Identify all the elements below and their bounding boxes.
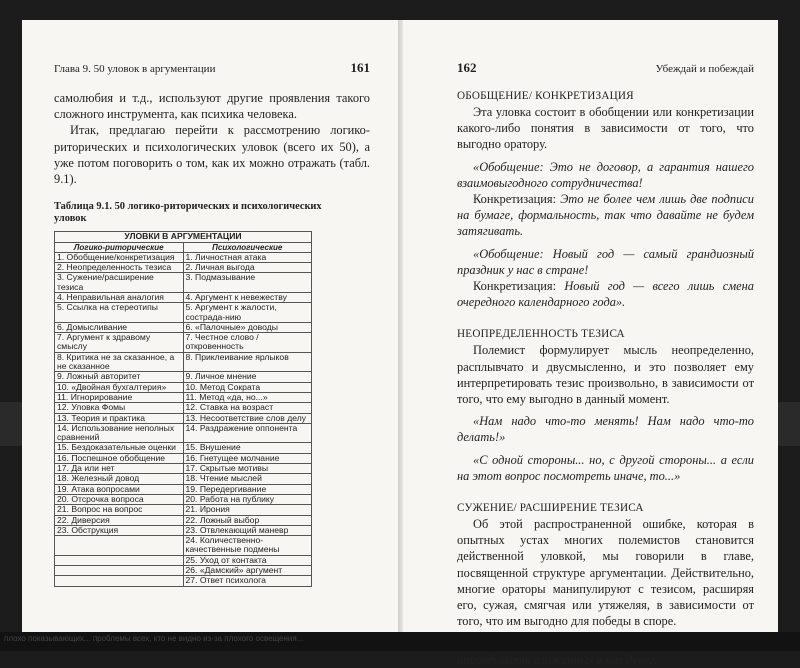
table-cell-logical: 20. Отсрочка вопроса (55, 494, 184, 504)
table-cell-psychological: 12. Ставка на возраст (183, 403, 312, 413)
left-running-head (54, 60, 370, 76)
table-cell-logical: 3. Сужение/расширение тезиса (55, 273, 184, 293)
table-cell-logical: 16. Поспешное обобщение (55, 453, 184, 463)
table-row (55, 555, 312, 565)
table-cell-psychological: 9. Личное мнение (183, 372, 312, 382)
chapter-title: Глава 9. 50 уловок в аргументации (54, 63, 216, 75)
label: Конкретизация: (473, 192, 561, 207)
table-cell-logical: 2. Неопределенность тезиса (55, 263, 184, 273)
page-number-left: 161 (350, 60, 370, 75)
table-caption: Таблица 9.1. 50 логико-риторических и психологических уловок (54, 201, 322, 225)
table-row (55, 423, 312, 443)
footer-strip: плохо показывающих... проблемы всех, кто не видно из-за плохого освещения... (0, 632, 800, 651)
table-cell-logical (55, 536, 184, 556)
table-row (55, 322, 312, 332)
page-number-right: 162 (457, 60, 477, 75)
paragraph: Итак, предлагаю перейти к рассмотрению логико-риторических и психологических уловок (всего их 50), а уже потом поговорить о том, как их можно отражать (табл. 9.1). (54, 123, 370, 187)
paragraph (457, 278, 754, 310)
table-cell-logical: 13. Теория и практика (55, 413, 184, 423)
table-cell-logical: 12. Уловка Фомы (55, 403, 184, 413)
table-row (55, 525, 312, 535)
table-cell-psychological: 1. Личностная атака (183, 252, 312, 262)
table-cell-logical: 23. Обструкция (55, 525, 184, 535)
table-cell-psychological: 16. Гнетущее молчание (183, 453, 312, 463)
table-cell-psychological: 8. Приклеивание ярлыков (183, 352, 312, 372)
table-cell-logical (55, 576, 184, 586)
tricks-table (54, 231, 312, 586)
table-cell-logical: 9. Ложный авторитет (55, 372, 184, 382)
table-cell-psychological: 26. «Дамский» аргумент (183, 566, 312, 576)
table-cell-psychological: 27. Ответ психолога (183, 576, 312, 586)
quote: Новый год — всего лишь смена очередного календарного года». (457, 279, 754, 310)
table-cell-logical (55, 566, 184, 576)
table-cell-logical: 14. Использование неполных сравнений (55, 423, 184, 443)
table-row (55, 536, 312, 556)
table-cell-logical: 5. Ссылка на стереотипы (55, 303, 184, 323)
left-page (22, 20, 398, 632)
table-cell-psychological: 11. Метод «да, но...» (183, 392, 312, 402)
quote: оправдывают вложенных в них денег. (457, 652, 658, 667)
table-cell-psychological: 7. Честное слово / откровенность (183, 333, 312, 353)
table-row (55, 403, 312, 413)
table-cell-logical: 4. Неправильная аналогия (55, 293, 184, 303)
table-cell-psychological: 4. Аргумент к невежеству (183, 293, 312, 303)
table-cell-logical: 15. Бездоказательные оценки (55, 443, 184, 453)
right-running-head (457, 60, 754, 76)
table-row (55, 505, 312, 515)
table-row (55, 515, 312, 525)
table-row (55, 413, 312, 423)
paragraph: самолюбия и т.д., используют другие проявления такого сложного инструмента, как психика человека. (54, 91, 370, 122)
table-cell-psychological: 22. Ложный выбор (183, 515, 312, 525)
table-title: УЛОВКИ В АРГУМЕНТАЦИИ (55, 232, 312, 242)
background-band-left (0, 402, 22, 446)
table-row (55, 382, 312, 392)
table-row (55, 252, 312, 262)
table-row (55, 352, 312, 372)
table-row (55, 293, 312, 303)
quote: «Обобщение: Новый год — самый грандиозный праздник у нас в стране! (457, 246, 754, 277)
right-page (403, 20, 778, 667)
table-cell-psychological: 5. Аргумент к жалости, сострада-нию (183, 303, 312, 323)
table-cell-logical: 10. «Двойная бухгалтерия» (55, 382, 184, 392)
table-cell-logical: 11. Игнорирование (55, 392, 184, 402)
table-cell-logical: 6. Домысливание (55, 322, 184, 332)
table-row (55, 372, 312, 382)
table-row (55, 443, 312, 453)
quote: Это не более чем лишь две подписи на бумаге, формальность, так что давайте не будем затягивать. (457, 192, 754, 239)
table-cell-logical: 22. Диверсия (55, 515, 184, 525)
table-row (55, 453, 312, 463)
book-title: Убеждай и побеждай (655, 63, 754, 75)
table-row (55, 494, 312, 504)
section-heading: НЕОПРЕДЕЛЕННОСТЬ ТЕЗИСА (457, 328, 625, 341)
table-row (55, 566, 312, 576)
table-cell-psychological: 6. «Палочные» доводы (183, 322, 312, 332)
table-cell-psychological: 19. Передергивание (183, 484, 312, 494)
table-row (55, 333, 312, 353)
table-row (55, 263, 312, 273)
table-cell-psychological: 24. Количественно-качественные подмены (183, 536, 312, 556)
section-heading: СУЖЕНИЕ/ РАСШИРЕНИЕ ТЕЗИСА (457, 502, 644, 515)
paragraph (457, 191, 754, 240)
table-cell-psychological: 3. Подмазывание (183, 273, 312, 293)
paragraph: Полемист формулирует мысль неопределенно, расплывчато и двусмысленно, и это позволяет ему интерпретировать тезис произвольно, в зависимости от того, что ему выгодно в данный момент. (457, 343, 754, 407)
table-cell-logical: 8. Критика не за сказанное, а не сказанное (55, 352, 184, 372)
table-cell-logical: 17. Да или нет (55, 464, 184, 474)
table-row (55, 273, 312, 293)
table-cell-psychological: 2. Личная выгода (183, 263, 312, 273)
table-cell-logical: 21. Вопрос на вопрос (55, 505, 184, 515)
table-row (55, 392, 312, 402)
table-cell-logical (55, 555, 184, 565)
table-row (55, 576, 312, 586)
paragraph: Об этой распространенной ошибке, которая в опытных устах многих полемистов становится действенной уловкой, мы говорили в главе, посвященной структуре аргументации. Действительно, многие ораторы манипулируют с тезисом, расширяя его, сужая, смягчая или утяжеляя, в зависимости от того, что им выгодно для победы в споре. (457, 517, 754, 629)
table-cell-psychological: 10. Метод Сократа (183, 382, 312, 392)
table-cell-psychological: 13. Несоответствие слов делу (183, 413, 312, 423)
table-cell-psychological: 17. Скрытые мотивы (183, 464, 312, 474)
table-cell-psychological: 21. Ирония (183, 505, 312, 515)
background-band-right (778, 402, 800, 446)
table-cell-psychological: 20. Работа на публику (183, 494, 312, 504)
table-row (55, 303, 312, 323)
table-cell-logical: 7. Аргумент к здравому смыслу (55, 333, 184, 353)
table-cell-psychological: 25. Уход от контакта (183, 555, 312, 565)
quote: «Нам надо что-то менять! Нам надо что-то делать!» (457, 414, 754, 445)
table-body (55, 252, 312, 586)
paragraph: Эта уловка состоит в обобщении или конкретизации какого-либо понятия в зависимости от того, что выгодно оратору. (457, 105, 754, 152)
label: Конкретизация: (473, 279, 565, 294)
table-row (55, 484, 312, 494)
quote: «С одной стороны... но, с другой стороны... а если на этот вопрос посмотреть иначе, то...» (457, 452, 754, 483)
table-row (55, 474, 312, 484)
table-cell-psychological: 18. Чтение мыслей (183, 474, 312, 484)
table-header-psychological: Психологические (183, 242, 312, 252)
table-cell-logical: 19. Атака вопросами (55, 484, 184, 494)
section-heading: ОБОБЩЕНИЕ/ КОНКРЕТИЗАЦИЯ (457, 90, 634, 102)
table-cell-logical: 18. Железный довод (55, 474, 184, 484)
quote: «Обобщение: Это не договор, а гарантия нашего взаимовыгодного сотрудничества! (457, 159, 754, 190)
table-cell-psychological: 23. Отвлекающий маневр (183, 525, 312, 535)
table-cell-psychological: 15. Внушение (183, 443, 312, 453)
table-cell-logical: 1. Обобщение/конкретизация (55, 252, 184, 262)
table-row (55, 464, 312, 474)
table-cell-psychological: 14. Раздражение оппонента (183, 423, 312, 443)
table-header-logical: Логико-риторические (55, 242, 184, 252)
